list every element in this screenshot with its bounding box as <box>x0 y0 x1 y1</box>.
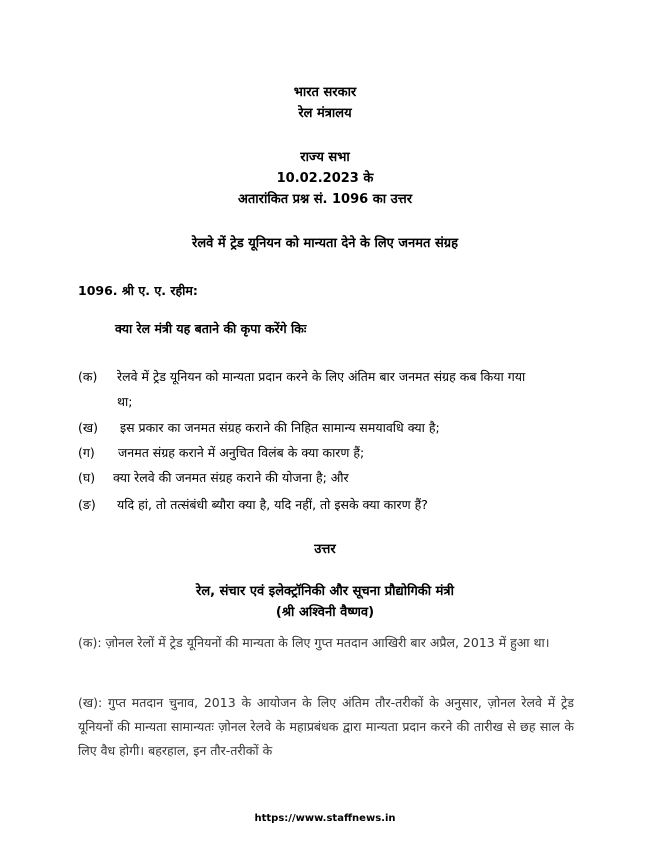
part-ga-text: जनमत संग्रह कराने में अनुचित विलंब के क्या कारण हैं; <box>118 445 365 460</box>
part-ka-text-cont: था; <box>117 394 133 409</box>
part-nga-label: (ङ) <box>78 497 96 512</box>
part-ka-text: रेलवे में ट्रेड यूनियन को मान्यता प्रदान करने के लिए अंतिम बार जनमत संग्रह कब किया गया <box>117 369 526 384</box>
ministry-heading: रेल मंत्रालय <box>298 106 352 121</box>
house-heading: राज्य सभा <box>300 150 350 165</box>
footer-url: https://www.staffnews.in <box>254 813 396 824</box>
govt-heading: भारत सरकार <box>293 85 357 100</box>
part-ka-label: (क) <box>78 369 98 384</box>
answer-part-ka: (क): ज़ोनल रेलों में ट्रेड यूनियनों की मान्यता के लिए गुप्त मतदान आखिरी बार अप्रैल, 2013 में हुआ था। <box>78 635 550 650</box>
answer-part-kha: (ख): गुप्त मतदान चुनाव, 2013 के आयोजन के लिए अंतिम तौर-तरीकों के अनुसार, ज़ोनल रेलवे में ट्रेड यूनियनों की मान्यता सामान्यतः ज़ोनल रेलवे के महाप्रबंधक द्वारा मान्यता प्रदान करने की तारीख से छह साल के लिए वैध होगी। बहरहाल, इन तौर-तरीकों के <box>78 695 574 758</box>
minister-name: (श्री अश्विनी वैष्णव) <box>275 605 375 620</box>
date-line: 10.02.2023 के <box>276 171 374 186</box>
part-kha-label: (ख) <box>78 420 98 435</box>
part-ga-label: (ग) <box>78 445 95 460</box>
part-gha-label: (घ) <box>78 470 96 485</box>
question-reference: अतारांकित प्रश्न सं. 1096 का उत्तर <box>237 192 413 207</box>
minister-title: रेल, संचार एवं इलेक्ट्रॉनिकी और सूचना प्रौद्योगिकी मंत्री <box>196 584 454 599</box>
part-kha-text: इस प्रकार का जनमत संग्रह कराने की निहित सामान्य समयावधि क्या है; <box>120 420 440 435</box>
part-gha-text: क्या रेलवे की जनमत संग्रह कराने की योजना है; और <box>113 470 349 485</box>
question-intro: क्या रेल मंत्री यह बताने की कृपा करेंगे किः <box>115 321 307 336</box>
answer-heading: उत्तर <box>314 542 336 557</box>
part-nga-text: यदि हां, तो तत्संबंधी ब्यौरा क्या है, यदि नहीं, तो इसके क्या कारण हैं? <box>117 497 428 512</box>
question-number-asker: 1096. श्री ए. ए. रहीम: <box>78 283 198 298</box>
subject-title: रेलवे में ट्रेड यूनियन को मान्यता देने के लिए जनमत संग्रह <box>192 236 458 251</box>
